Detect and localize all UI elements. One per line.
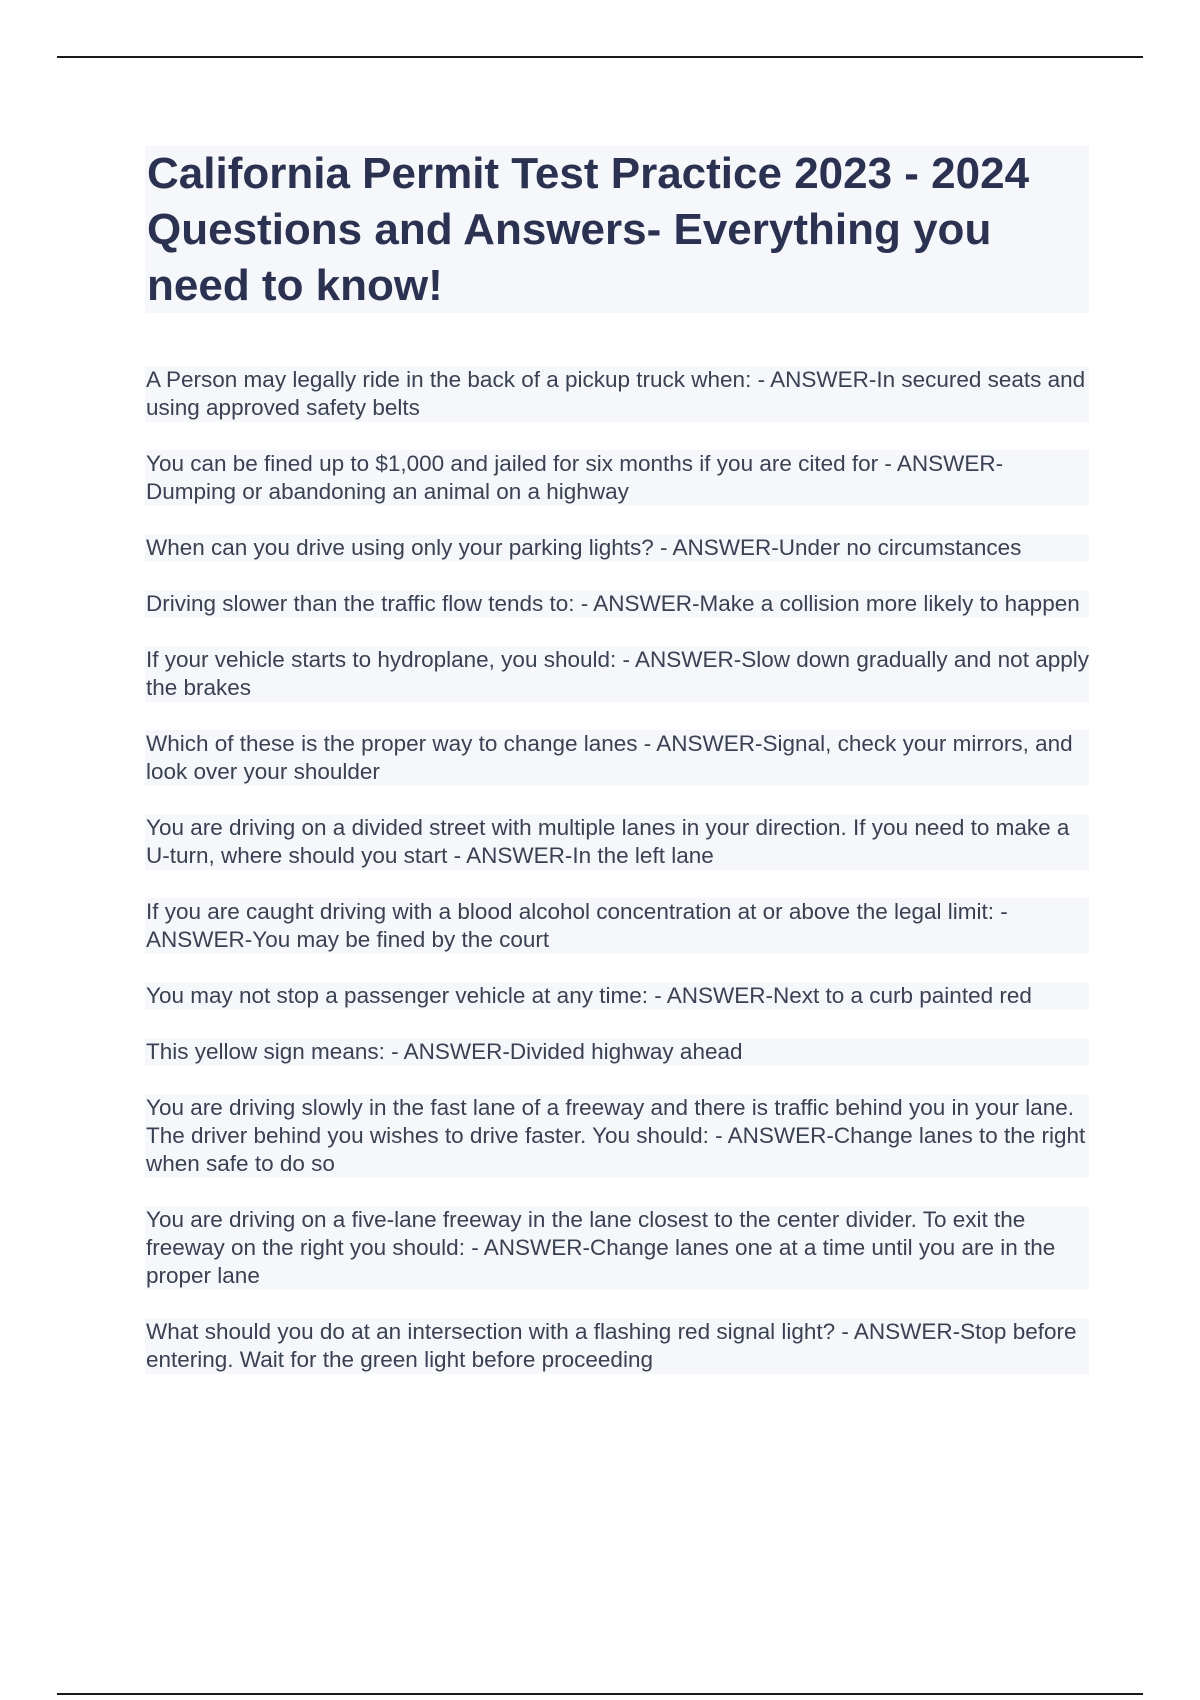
qa-item: If your vehicle starts to hydroplane, you should: - ANSWER-Slow down gradually and not apply the brakes (146, 647, 1089, 700)
qa-item: This yellow sign means: - ANSWER-Divided highway ahead (145, 1038, 1089, 1066)
title-block (145, 146, 1089, 313)
qa-item: You may not stop a passenger vehicle at any time: - ANSWER-Next to a curb painted red (145, 982, 1089, 1010)
qa-item: What should you do at an intersection with a flashing red signal light? - ANSWER-Stop before entering. Wait for the green light before proceeding (145, 1318, 1089, 1374)
top-divider (57, 56, 1143, 58)
document-title: California Permit Test Practice 2023 - 2024 Questions and Answers- Everything you need to know! (147, 149, 1030, 310)
qa-item: When can you drive using only your parking lights? - ANSWER-Under no circumstances (145, 534, 1089, 562)
qa-item: You are driving on a divided street with multiple lanes in your direction. If you need to make a U-turn, where should you start - ANSWER-In the left lane (145, 814, 1089, 870)
qa-list (145, 366, 1089, 1402)
qa-item: Driving slower than the traffic flow tends to: - ANSWER-Make a collision more likely to happen (145, 590, 1089, 618)
qa-item: Which of these is the proper way to change lanes - ANSWER-Signal, check your mirrors, and look over your shoulder (145, 730, 1089, 786)
qa-item: You are driving slowly in the fast lane of a freeway and there is traffic behind you in your lane. The driver behind you wishes to drive faster. You should: - ANSWER-Change lanes to the right when safe to do so (145, 1094, 1089, 1178)
qa-item: You are driving on a five-lane freeway in the lane closest to the center divider. To exit the freeway on the right you should: - ANSWER-Change lanes one at a time until you are in the proper lane (145, 1206, 1089, 1290)
qa-item: A Person may legally ride in the back of a pickup truck when: - ANSWER-In secured seats and using approved safety belts (145, 366, 1089, 422)
bottom-divider (57, 1693, 1143, 1695)
qa-item: You can be fined up to $1,000 and jailed for six months if you are cited for - ANSWER-Dumping or abandoning an animal on a highway (145, 450, 1089, 506)
qa-item: If you are caught driving with a blood alcohol concentration at or above the legal limit: - ANSWER-You may be fined by the court (145, 898, 1089, 954)
